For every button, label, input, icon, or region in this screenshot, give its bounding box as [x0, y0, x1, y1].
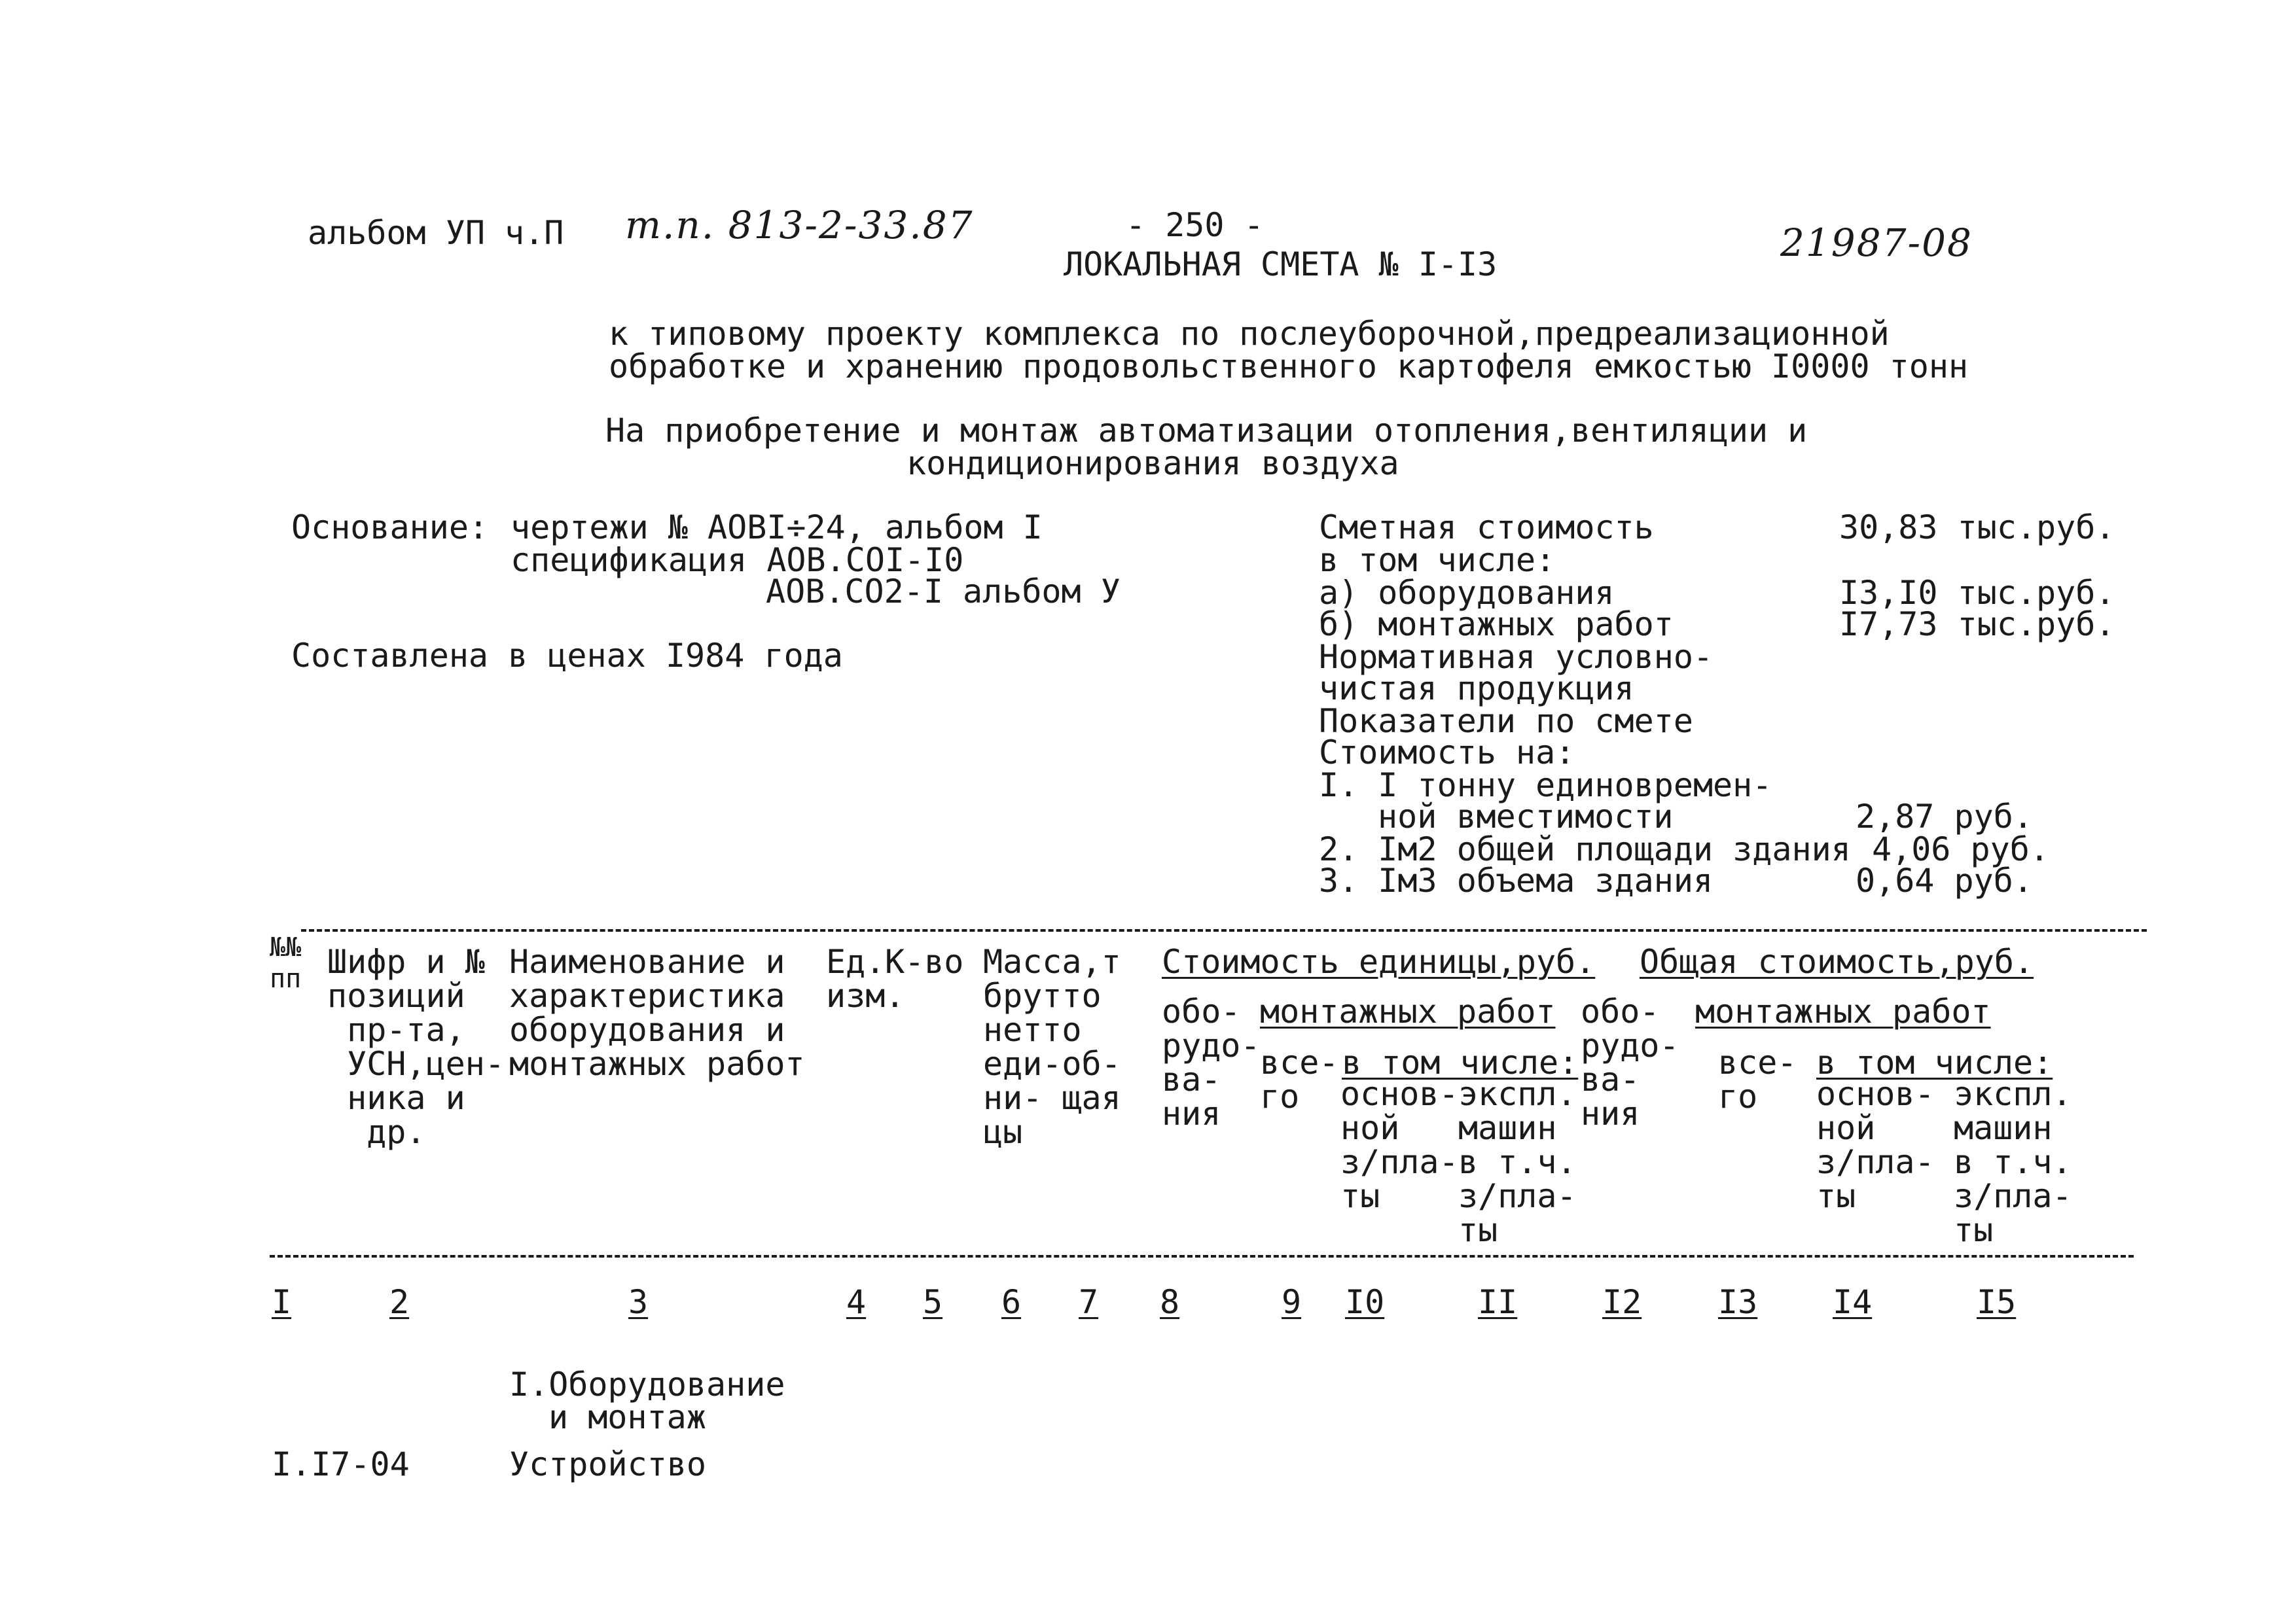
column-header-equipment-2: обо- рудо- ва- ния	[1581, 993, 1679, 1133]
column-number-14: I4	[1833, 1283, 1873, 1321]
column-number-6: 6	[1001, 1283, 1022, 1321]
purpose-line-1: На приобретение и монтаж автоматизации отопления,вентиляции и	[605, 412, 1808, 450]
section-title-line-2: и монтаж	[548, 1398, 706, 1436]
indicators-label: Показатели по смете	[1319, 702, 1693, 740]
column-number-5: 5	[923, 1283, 943, 1321]
subtitle-line-2: обработке и хранению продовольственного картофеля емкостью I0000 тонн	[609, 347, 1969, 385]
column-header-code: Шифр и № позиций пр-та, УСН,цен- ника и др.	[327, 943, 505, 1151]
installation-label: б) монтажных работ	[1319, 605, 1674, 643]
column-header-name: Наименование и характеристика оборудования и монтажных работ	[509, 943, 805, 1083]
indicator-2-value: 4,06 руб.	[1872, 830, 2049, 868]
basis-line-1: чертежи № АОВI÷24, альбом I	[511, 508, 1043, 546]
column-number-10: I0	[1345, 1283, 1385, 1321]
column-header-installation-2: монтажных работ	[1695, 993, 1991, 1031]
column-number-9: 9	[1282, 1283, 1302, 1321]
column-number-8: 8	[1160, 1283, 1180, 1321]
normative-line-1: Нормативная условно-	[1319, 638, 1714, 676]
installation-value: I7,73 тыс.руб.	[1839, 605, 2115, 643]
column-header-including-1: в том числе:	[1342, 1044, 1579, 1082]
column-header-all-2: все- го	[1718, 1044, 1797, 1116]
section-title-line-1: I.Оборудование	[509, 1366, 785, 1403]
row-name: Устройство	[509, 1445, 707, 1483]
album-label: альбом УП ч.П	[308, 214, 564, 252]
column-header-total-cost: Общая стоимость,руб.	[1640, 943, 2034, 981]
column-header-machines-1: экспл. машин в т.ч. з/пла- ты	[1458, 1075, 1577, 1249]
normative-line-2: чистая продукция	[1319, 669, 1634, 707]
equipment-label: а) оборудования	[1319, 574, 1615, 612]
column-number-13: I3	[1718, 1283, 1758, 1321]
indicator-1-value: 2,87 руб.	[1856, 798, 2033, 836]
cost-label: Сметная стоимость	[1319, 508, 1654, 546]
column-number-3: 3	[628, 1283, 649, 1321]
column-number-11: II	[1478, 1283, 1518, 1321]
basis-line-2: спецификация АОВ.СОI-I0	[511, 541, 964, 579]
page-number: - 250 -	[1126, 206, 1264, 244]
row-code: I.I7-04	[272, 1445, 410, 1483]
column-header-installation-1: монтажных работ	[1260, 993, 1556, 1031]
column-number-2: 2	[389, 1283, 410, 1321]
column-number-4: 4	[846, 1283, 867, 1321]
table-header-bottom-rule	[270, 1255, 2134, 1258]
indicator-3-value: 0,64 руб.	[1856, 862, 2033, 900]
basis-line-3: АОВ.СО2-I альбом У	[766, 573, 1121, 610]
basis-label: Основание:	[291, 508, 489, 546]
prices-note: Составлена в ценах I984 года	[291, 637, 843, 675]
indicator-3-label: 3. Iм3 объема здания	[1319, 862, 1714, 900]
column-header-unit-cost: Стоимость единицы,руб.	[1162, 943, 1596, 981]
equipment-value: I3,I0 тыс.руб.	[1839, 574, 2115, 612]
column-header-number: №№ пп	[270, 932, 302, 994]
indicator-1-line-2: ной вместимости	[1378, 798, 1674, 836]
cost-value: 30,83 тыс.руб.	[1839, 508, 2115, 546]
cost-per-label: Стоимость на:	[1319, 733, 1575, 771]
column-header-all-1: все- го	[1260, 1044, 1339, 1116]
project-code: т.п. 813-2-33.87	[625, 203, 974, 247]
inventory-number: 21987-08	[1780, 221, 1973, 265]
purpose-line-2: кондиционирования воздуха	[906, 444, 1399, 482]
including-label: в том числе:	[1319, 541, 1556, 579]
column-header-machines-2: экспл. машин в т.ч. з/пла- ты	[1954, 1075, 2072, 1249]
column-number-7: 7	[1079, 1283, 1099, 1321]
document-title: ЛОКАЛЬНАЯ СМЕТА № I-I3	[1064, 245, 1498, 283]
column-header-mass: Масса,т брутто нетто еди-об- ни- щая цы	[983, 943, 1121, 1151]
table-top-rule	[301, 929, 2147, 932]
indicator-2-label: 2. Iм2 общей площади здания	[1319, 830, 1851, 868]
column-header-base-wage-1: основ- ной з/пла- ты	[1340, 1075, 1459, 1215]
column-header-including-2: в том числе:	[1816, 1044, 2053, 1082]
indicator-1-line-1: I. I тонну единовремен-	[1319, 766, 1772, 804]
column-header-equipment-1: обо- рудо- ва- ния	[1162, 993, 1261, 1133]
subtitle-line-1: к типовому проекту комплекса по послеуборочной,предреализационной	[609, 315, 1890, 353]
column-number-1: I	[272, 1283, 292, 1321]
column-header-unit: Ед. изм.	[826, 943, 905, 1015]
column-header-base-wage-2: основ- ной з/пла- ты	[1816, 1075, 1935, 1215]
column-number-12: I2	[1602, 1283, 1642, 1321]
column-header-quantity: К-во	[885, 943, 964, 981]
column-number-15: I5	[1977, 1283, 2017, 1321]
